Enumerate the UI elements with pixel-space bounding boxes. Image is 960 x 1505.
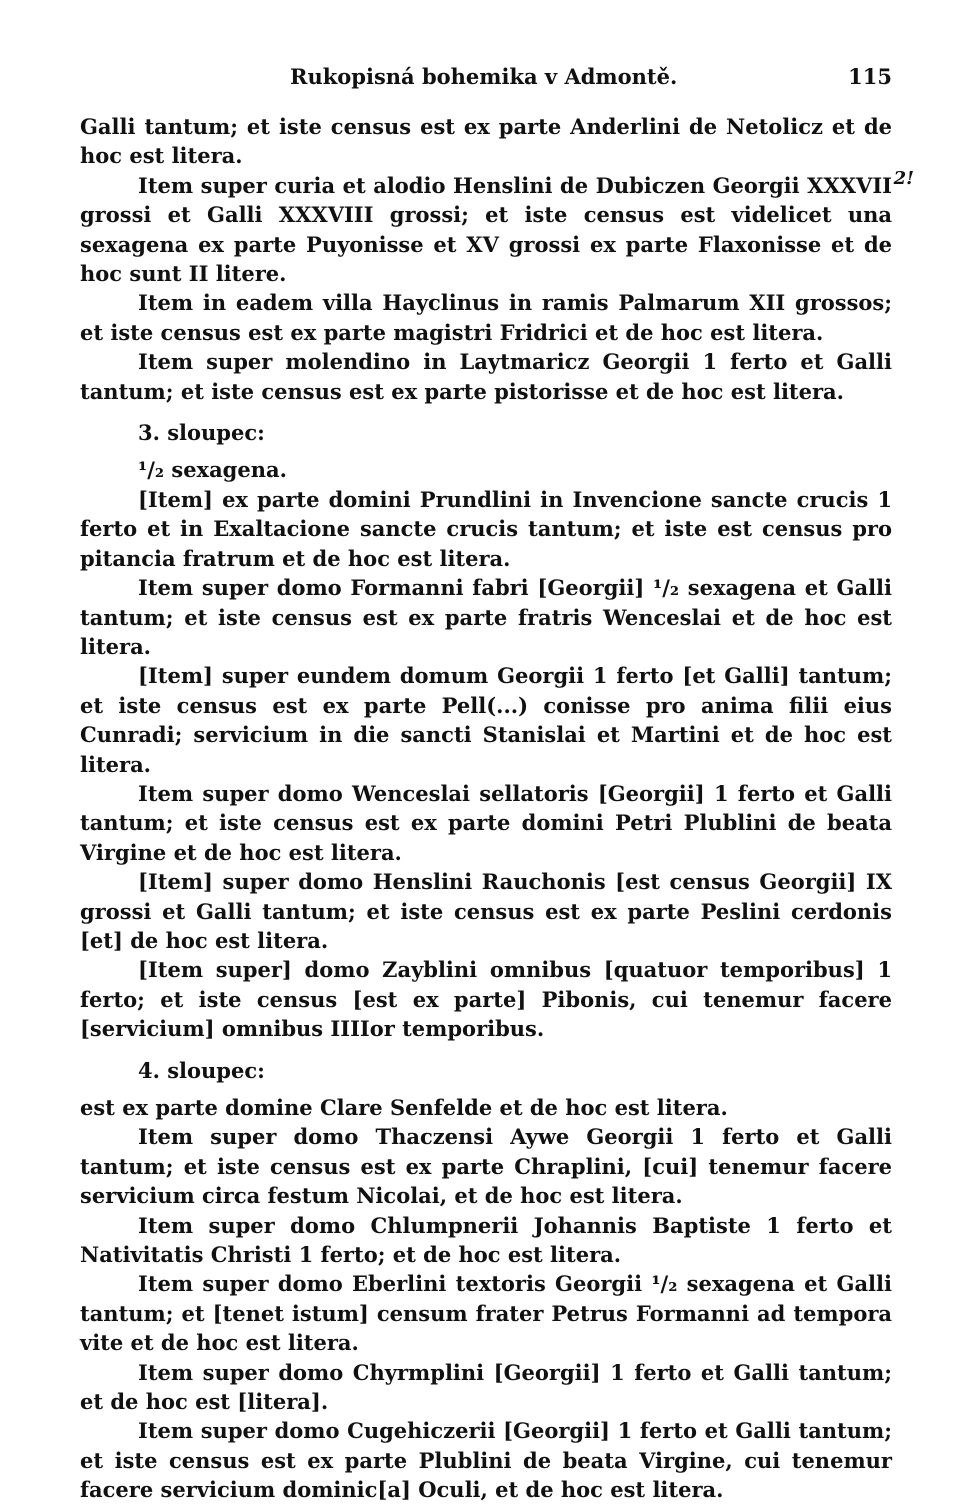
- paragraph-14: Item super domo Chlumpnerii Johannis Baptiste 1 ferto et Nativitatis Christi 1 ferto; et de hoc est litera.: [80, 1212, 892, 1268]
- paragraph-3: Item in eadem villa Hayclinus in ramis Palmarum XII grossos; et iste census est ex parte magistri Fridrici et de hoc est litera.: [80, 290, 892, 345]
- page-header: [80, 62, 892, 92]
- paragraph-17: Item super domo Cugehiczerii [Georgii] 1 ferto et Galli tantum; et iste census est ex parte Plublini de beata Virgine, cui tenemur facere servicium dominic[a] Oculi, et de hoc est litera.: [80, 1418, 892, 1503]
- paragraph-11: [Item super] domo Zayblini omnibus [quatuor temporibus] 1 ferto; et iste census [est ex parte] Pibonis, cui tenemur facere [servicium] omnibus IIIIor temporibus.: [80, 957, 892, 1042]
- paragraph-8: [Item] super eundem domum Georgii 1 ferto [et Galli] tantum; et iste census est ex parte Pell(...) conisse pro anima filii eius Cunradi; servicium in die sancti Stanislai et Martini et de hoc est litera.: [80, 663, 892, 777]
- paragraph-13: Item super domo Thaczensi Aywe Georgii 1 ferto et Galli tantum; et iste census est ex parte Chraplini, [cui] tenemur facere servicium circa festum Nicolai, et de hoc est litera.: [80, 1124, 892, 1209]
- document-page: [80, 62, 914, 1505]
- paragraph-7: Item super domo Formanni fabri [Georgii] ¹/₂ sexagena et Galli tantum; et iste census est ex parte fratris Wenceslai et de hoc est litera.: [80, 575, 892, 659]
- page-number: 115: [848, 64, 892, 89]
- paragraph-1: Galli tantum; et iste census est ex parte Anderlini de Netolicz et de hoc est litera.: [80, 114, 892, 169]
- paragraph-9: Item super domo Wenceslai sellatoris [Georgii] 1 ferto et Galli tantum; et iste census est ex parte domini Petri Plublini de beata Virgine et de hoc est litera.: [80, 780, 892, 865]
- column-4-heading: 4. sloupec:: [138, 1057, 265, 1083]
- paragraph-2: Item super curia et alodio Henslini de Dubiczen Georgii XXXVII grossi et Galli XXXVIII grossi; et iste census est videlicet una sexagena ex parte Puyonisse et XV grossi ex parte Flaxonisse et de hoc sunt II litere.: [80, 172, 892, 287]
- column-3-heading: 3. sloupec:: [138, 420, 265, 446]
- running-title: Rukopisná bohemika v Admontě.: [290, 64, 678, 89]
- paragraph-16: Item super domo Chyrmplini [Georgii] 1 ferto et Galli tantum; et de hoc est [litera].: [80, 1359, 892, 1415]
- paragraph-6: [Item] ex parte domini Prundlini in Invencione sancte crucis 1 ferto et in Exaltacione sancte crucis tantum; et iste est census pro pitancia fratrum et de hoc est litera.: [80, 486, 892, 571]
- paragraph-5: ¹/₂ sexagena.: [138, 457, 287, 483]
- margin-note: 2!: [893, 168, 914, 189]
- paragraph-12: est ex parte domine Clare Senfelde et de hoc est litera.: [80, 1095, 728, 1120]
- paragraph-4: Item super molendino in Laytmaricz Georgii 1 ferto et Galli tantum; et iste census est ex parte pistorisse et de hoc est litera.: [80, 349, 892, 404]
- paragraph-10: [Item] super domo Henslini Rauchonis [est census Georgii] IX grossi et Galli tantum; et iste census est ex parte Peslini cerdonis [et] de hoc est litera.: [80, 869, 892, 953]
- paragraph-15: Item super domo Eberlini textoris Georgii ¹/₂ sexagena et Galli tantum; et [tenet istum] censum frater Petrus Formanni ad tempora vite et de hoc est litera.: [80, 1271, 892, 1356]
